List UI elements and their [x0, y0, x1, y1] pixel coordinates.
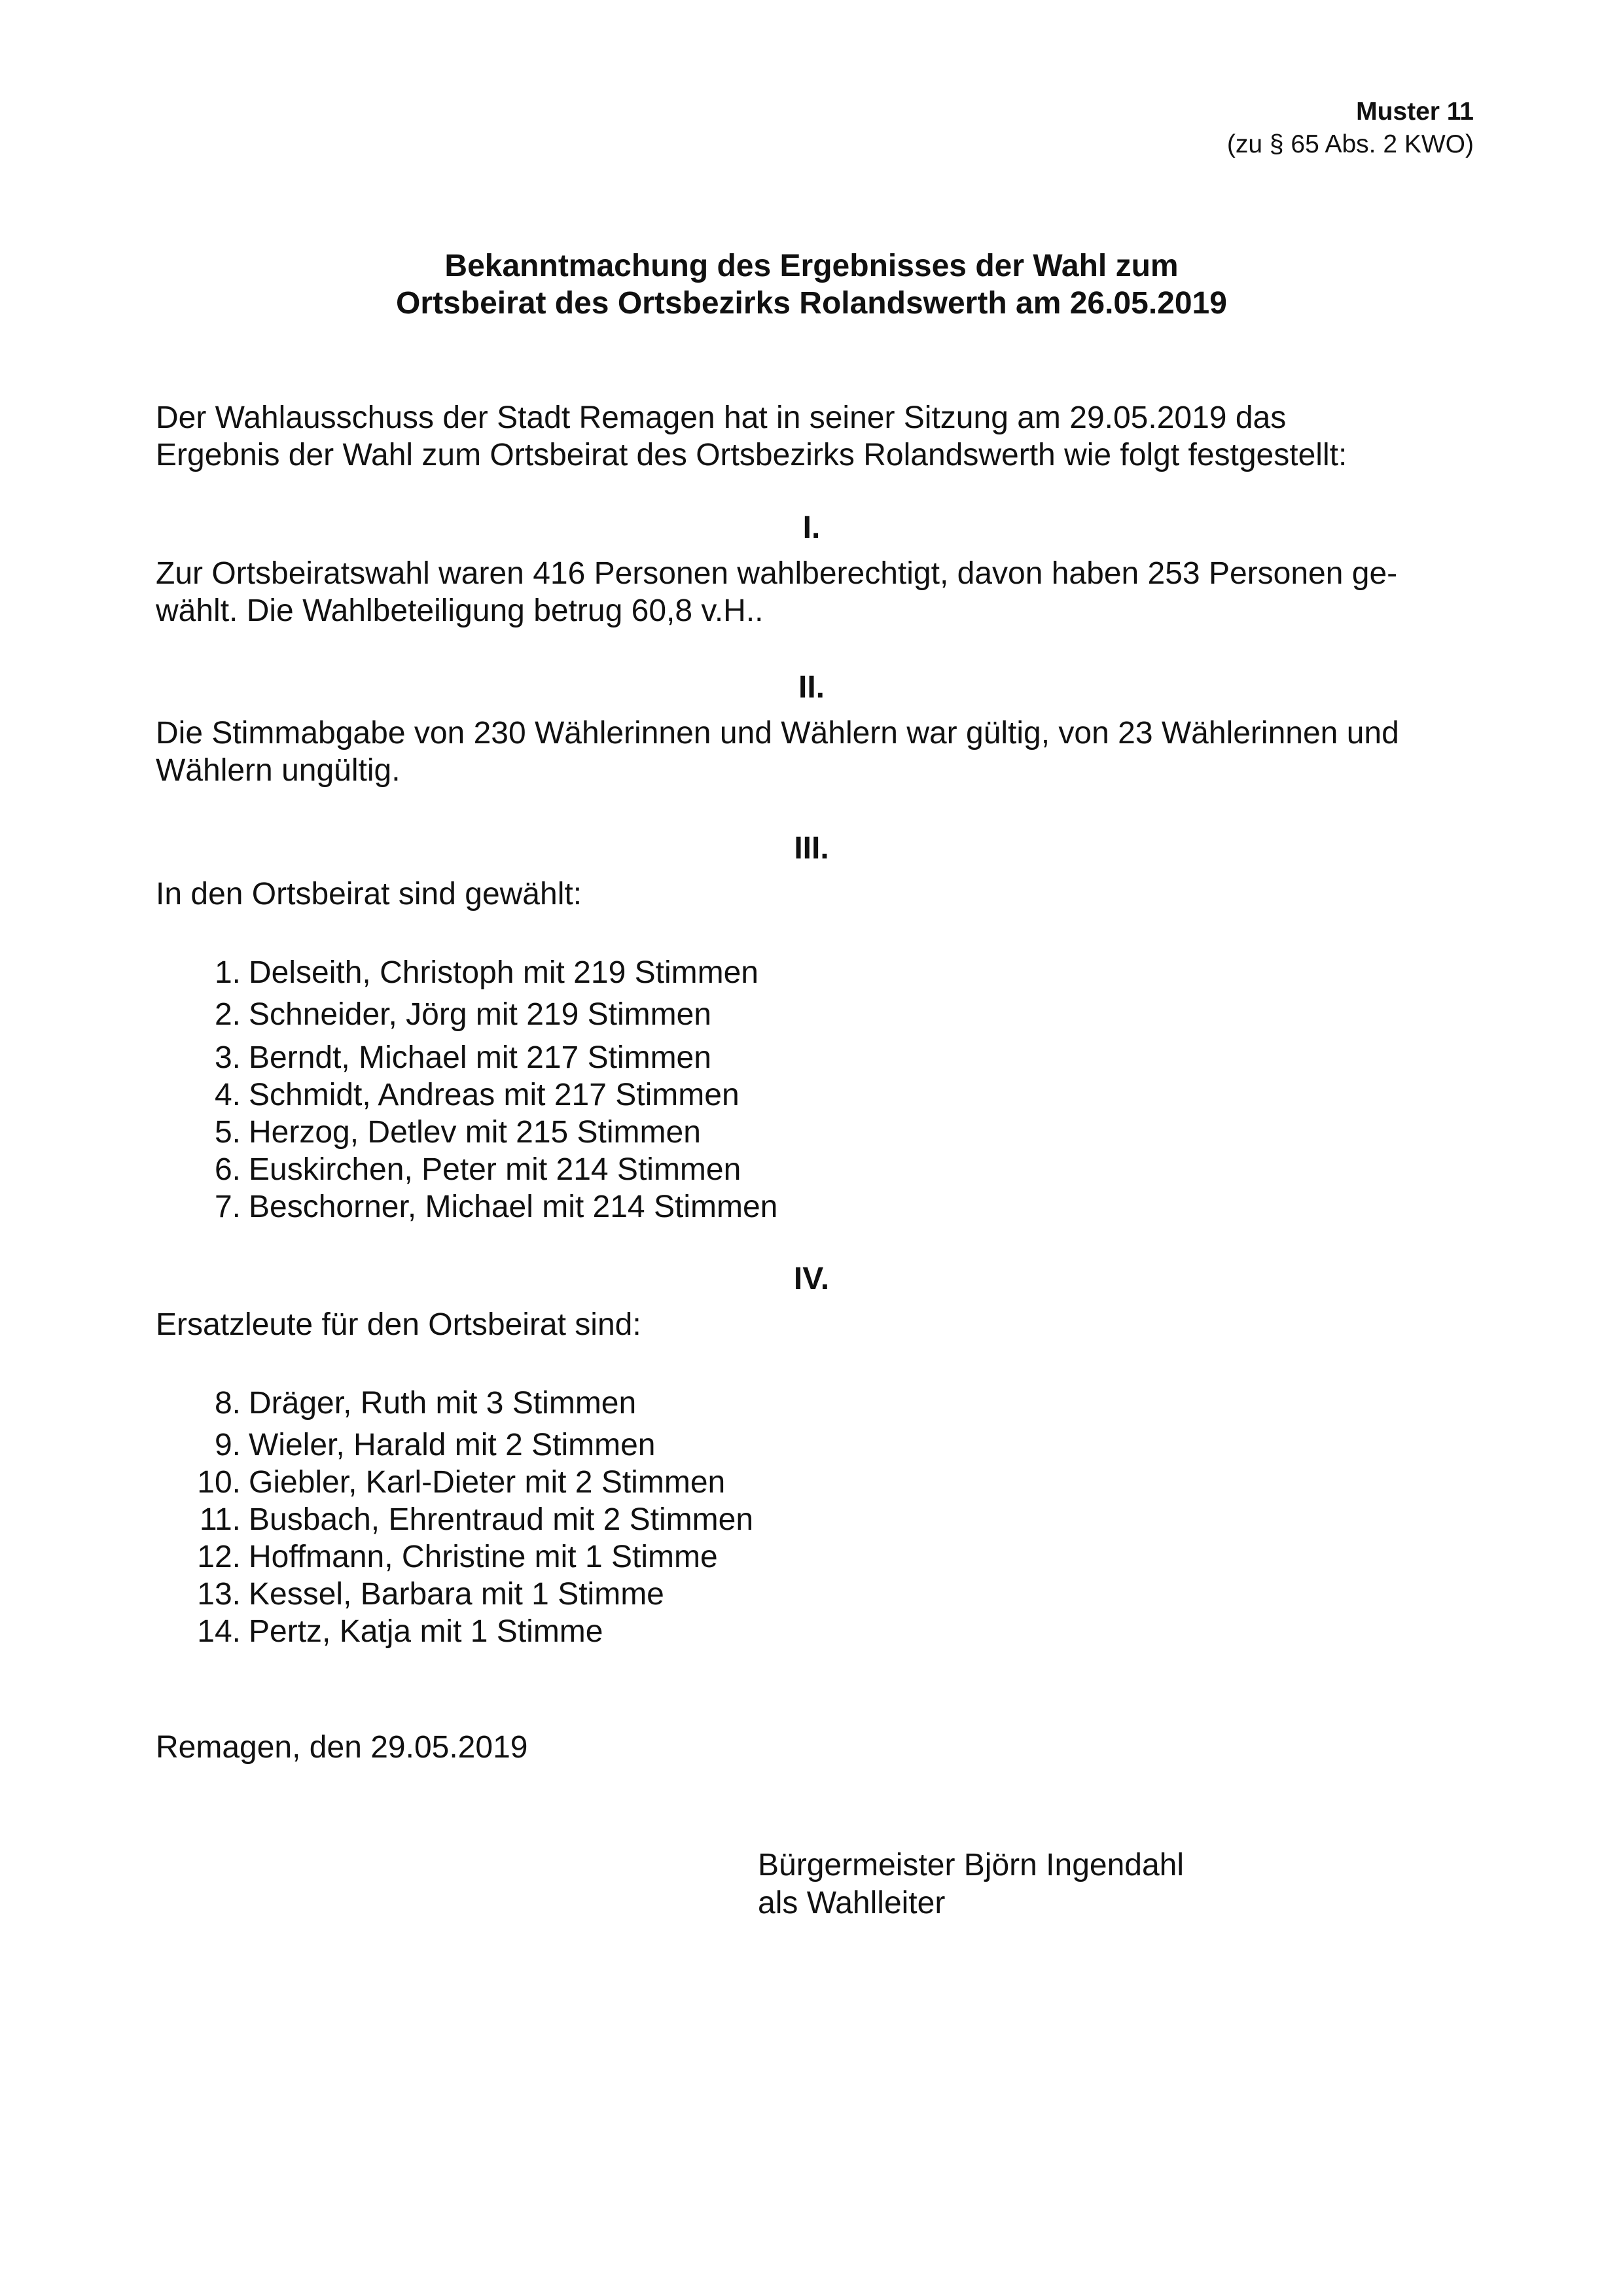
list-item: [156, 1076, 740, 1114]
section-number-2: II.: [798, 670, 825, 705]
section-2-paragraph: [156, 715, 1471, 789]
signatory-name: Bürgermeister Björn Ingendahl: [758, 1848, 1185, 1882]
list-item-number: 3.: [214, 1040, 241, 1075]
intro-line-2: Ergebnis der Wahl zum Ortsbeirat des Ortsbezirks Rolandswerth wie folgt festgestellt:: [156, 438, 1347, 472]
list-item-number: 6.: [214, 1152, 241, 1187]
place-and-date: Remagen, den 29.05.2019: [156, 1730, 528, 1765]
intro-line-1: Der Wahlausschuss der Stadt Remagen hat in seiner Sitzung am 29.05.2019 das: [156, 400, 1287, 435]
list-item: [156, 1426, 656, 1464]
list-item: [156, 1464, 725, 1501]
list-item: [156, 1613, 603, 1650]
list-item-number: 2.: [214, 997, 241, 1032]
list-item: [156, 1188, 777, 1226]
list-item: [156, 1385, 636, 1422]
list-item-text: Giebler, Karl-Dieter mit 2 Stimmen: [249, 1465, 726, 1500]
list-item-number: 10.: [197, 1465, 241, 1500]
form-label: Muster 11: [1356, 97, 1474, 126]
signature-block: [758, 1846, 1184, 1922]
list-item-text: Schmidt, Andreas mit 217 Stimmen: [249, 1078, 740, 1112]
title-line-2: Ortsbeirat des Ortsbezirks Rolandswerth am 26.05.2019: [396, 286, 1227, 321]
list-item-number: 4.: [214, 1078, 241, 1112]
list-item-number: 12.: [197, 1540, 241, 1574]
list-item-number: 13.: [197, 1577, 241, 1612]
list-item-text: Busbach, Ehrentraud mit 2 Stimmen: [249, 1502, 754, 1537]
signatory-role: als Wahlleiter: [758, 1886, 946, 1920]
list-item-number: 1.: [214, 955, 241, 990]
list-item-text: Kessel, Barbara mit 1 Stimme: [249, 1577, 664, 1612]
list-item-text: Wieler, Harald mit 2 Stimmen: [249, 1428, 656, 1462]
list-item: [156, 1039, 711, 1076]
legal-reference: (zu § 65 Abs. 2 KWO): [1226, 130, 1474, 158]
list-item-number: 14.: [197, 1614, 241, 1649]
list-item-text: Berndt, Michael mit 217 Stimmen: [249, 1040, 711, 1075]
section-number-1: I.: [802, 510, 821, 545]
list-item: [156, 954, 758, 991]
list-item-text: Pertz, Katja mit 1 Stimme: [249, 1614, 603, 1649]
section-3-intro: In den Ortsbeirat sind gewählt:: [156, 877, 582, 911]
list-item-text: Herzog, Detlev mit 215 Stimmen: [249, 1115, 701, 1150]
list-item-number: 11.: [199, 1502, 241, 1537]
form-reference-block: [1227, 96, 1474, 161]
section-4-intro: Ersatzleute für den Ortsbeirat sind:: [156, 1307, 641, 1342]
section-1-paragraph: [156, 555, 1471, 629]
list-item-number: 8.: [214, 1386, 241, 1421]
list-item-text: Hoffmann, Christine mit 1 Stimme: [249, 1540, 718, 1574]
section-number-4: IV.: [793, 1262, 830, 1296]
section-number-3: III.: [794, 831, 829, 866]
list-item-text: Beschorner, Michael mit 214 Stimmen: [249, 1190, 778, 1224]
list-item: [156, 1538, 718, 1576]
list-item: [156, 1501, 753, 1538]
section-2-line-1: Die Stimmabgabe von 230 Wählerinnen und Wählern war gültig, von 23 Wählerinnen und: [156, 716, 1399, 751]
list-item-number: 5.: [214, 1115, 241, 1150]
list-item-number: 9.: [214, 1428, 241, 1462]
intro-paragraph: [156, 399, 1471, 474]
list-item: [156, 996, 711, 1033]
list-item-number: 7.: [214, 1190, 241, 1224]
list-item: [156, 1576, 664, 1613]
section-1-line-1: Zur Ortsbeiratswahl waren 416 Personen wahlberechtigt, davon haben 253 Personen ge-: [156, 556, 1398, 591]
list-item: [156, 1151, 741, 1188]
document-title: [0, 247, 1623, 322]
list-item-text: Euskirchen, Peter mit 214 Stimmen: [249, 1152, 741, 1187]
list-item-text: Dräger, Ruth mit 3 Stimmen: [249, 1386, 637, 1421]
section-1-line-2: wählt. Die Wahlbeteiligung betrug 60,8 v.H..: [156, 593, 764, 628]
section-2-line-2: Wählern ungültig.: [156, 753, 401, 788]
title-line-1: Bekanntmachung des Ergebnisses der Wahl zum: [444, 249, 1179, 283]
list-item-text: Delseith, Christoph mit 219 Stimmen: [249, 955, 758, 990]
list-item-text: Schneider, Jörg mit 219 Stimmen: [249, 997, 711, 1032]
list-item: [156, 1114, 701, 1151]
